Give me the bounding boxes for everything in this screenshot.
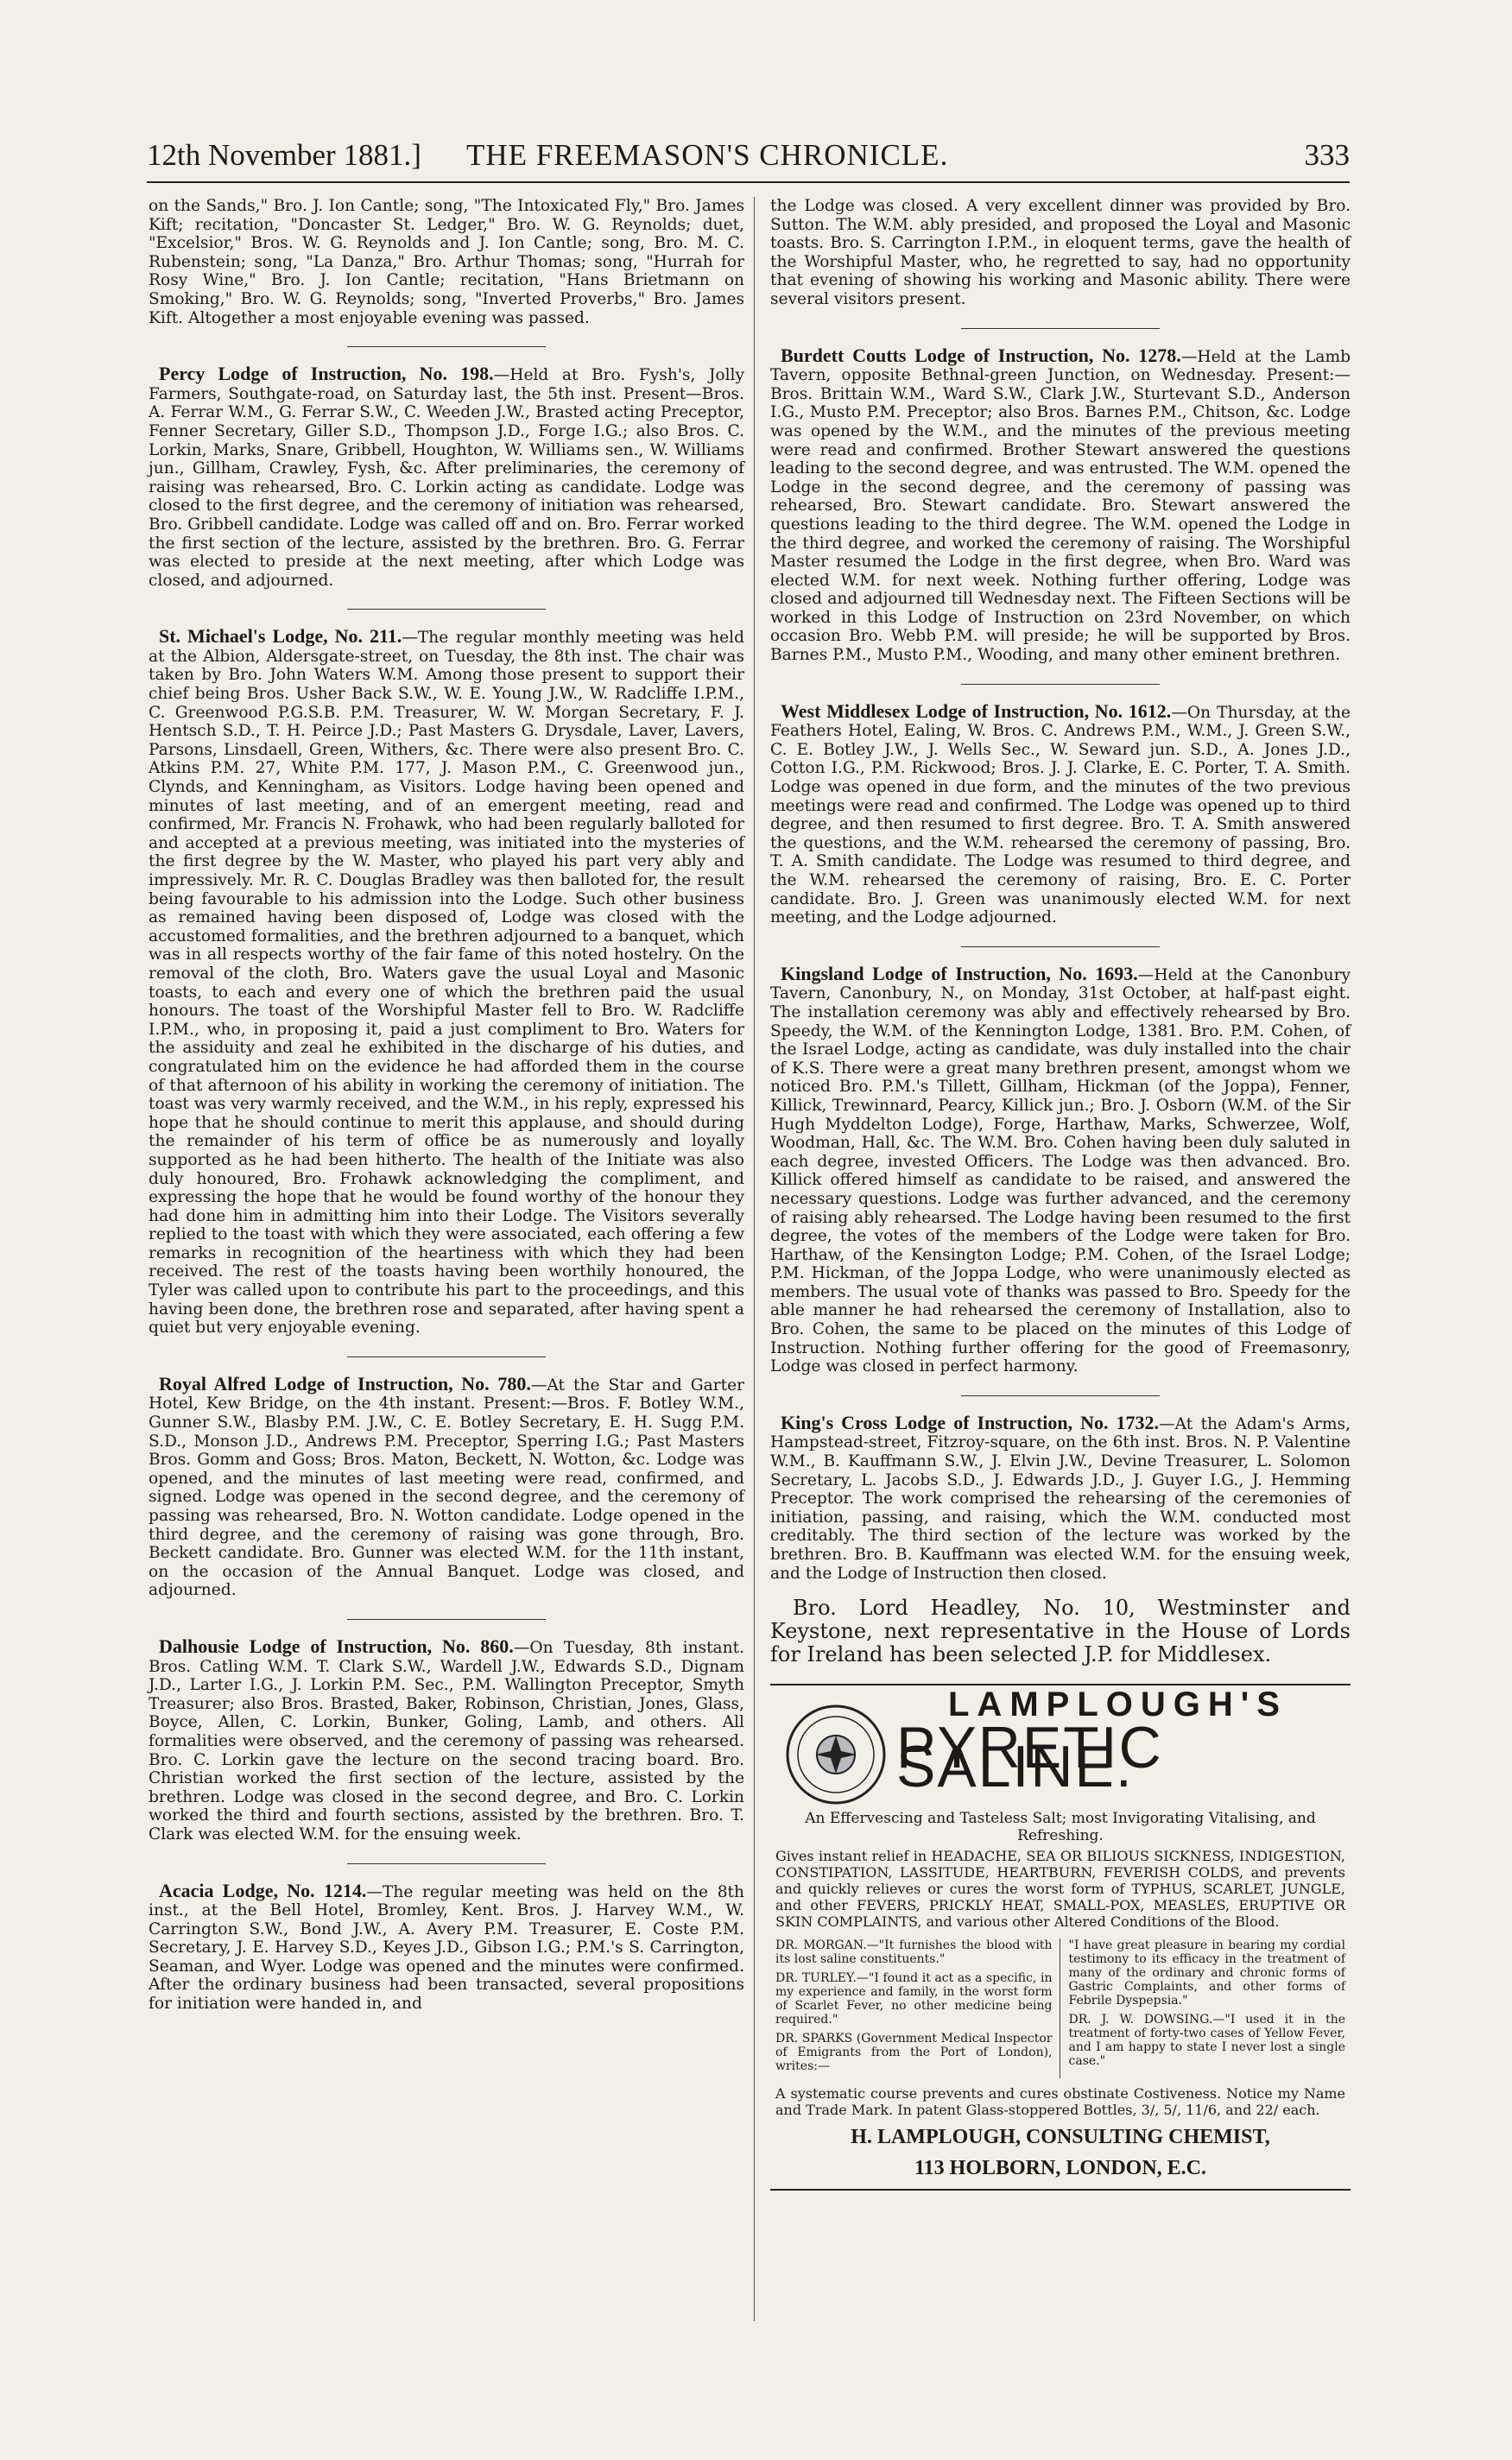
report-text: —At the Adam's Arms, Hampstead-street, Fitzroy-square, on the 6th inst. Bros. N. P. Valentine W.M., B. Kauffmann S.W., J. Elvin J.W., Devine Treasurer, L. Solomon Secretary, L. Jacobs S.D., J. Edwards J.D., J. Guyer I.G., J. Hemming Preceptor. The work comprised the rehearsing of the ceremonies of initiation, passing, and raising, which the W.M. conducted most creditably. The third section of the lecture was worked by the brethren. Bro. B. Kauffmann was elected W.M. for the ensuing week, and the Lodge of Instruction then closed. xyxy=(770,1414,1351,1583)
report-text: —Held at Bro. Fysh's, Jolly Farmers, Southgate-road, on Saturday last, the 5th inst. Present—Bros. A. Ferrar W.M., G. Ferrar S.W., C. Weeden J.W., Brasted acting Preceptor, Fenner Secretary, Giller S.D., Thompson J.D., Forge I.G.; also Bros. C. Lorkin, Marks, Snare, Gribbell, Houghton, W. Williams sen., W. Williams jun., Gillham, Crawley, Fysh, &c. After preliminaries, the ceremony of raising was rehearsed, Bro. C. Lorkin acting as candidate. Lodge was closed to the first degree, and the ceremony of initiation was rehearsed, Bro. Gribbell candidate. Lodge was called off and on. Bro. Ferrar worked the first section of the lecture, assisted by the brethren. Bro. G. Ferrar was elected to preside at the next meeting, after which Lodge was closed, and adjourned. xyxy=(149,366,744,590)
testimonials-left xyxy=(775,1938,1060,2078)
article-separator xyxy=(347,1356,546,1357)
article-separator xyxy=(961,946,1160,947)
advert-banner xyxy=(775,1685,1345,1810)
report-text: —On Thursday, at the Feathers Hotel, Ealing, W. Bros. C. Andrews P.M., W.M., J. Green S.W., C. E. Botley J.W., J. Wells Sec., W. Seward jun. S.D., A. Jones J.D., Cotton I.G., P.M. Rickwood; Bros. J. J. Clarke, E. C. Porter, T. A. Smith. Lodge was opened in due form, and the minutes of the two previous meetings were read and confirmed. The Lodge was opened up to third degree, and then resumed to first degree. Bro. T. A. Smith answered the questions, and the W.M. rehearsed the ceremony of passing, Bro. T. A. Smith candidate. The Lodge was resumed to third degree, and the W.M. rehearsed the ceremony of raising, Bro. E. C. Porter candidate. Bro. J. Green was unanimously elected W.M. for next meeting, and the Lodge adjourned. xyxy=(770,703,1351,927)
lodge-report xyxy=(770,346,1351,665)
report-heading: Dalhousie Lodge of Instruction, No. 860. xyxy=(159,1635,514,1657)
report-heading: West Middlesex Lodge of Instruction, No. 1612. xyxy=(781,699,1172,722)
issue-date: 12th November 1881.] xyxy=(147,138,421,172)
lodge-report xyxy=(149,627,744,1338)
article-separator xyxy=(347,1619,546,1620)
lodge-report xyxy=(770,1413,1351,1583)
lodge-report xyxy=(770,964,1351,1376)
report-heading: King's Cross Lodge of Instruction, No. 1732. xyxy=(781,1411,1160,1433)
article-separator xyxy=(347,609,546,610)
continued-text: on the Sands," Bro. J. Ion Cantle; song, "The Intoxicated Fly," Bro. James Kift; recitation, "Doncaster St. Ledger," Bro. W. G. Reynolds; duet, "Excelsior," Bros. W. G. Reynolds and J. Ion Cantle; song, Bro. M. C. Rubenstein; song, "La Danza," Bro. Arthur Thomas; song, "Hurrah for Rosy Wine," Bro. J. Ion Cantle; recitation, "Hans Brietmann on Smoking," Bro. W. G. Reynolds; song, "Inverted Proverbs," Bro. James Kift. Altogether a most enjoyable evening was passed. xyxy=(149,197,744,327)
report-heading: Kingsland Lodge of Instruction, No. 1693. xyxy=(781,962,1138,984)
testimonial: DR. TURLEY.—"I found it act as a specific, in my experience and family, in the worst form of Scarlet Fever, no other medicine being required." xyxy=(775,1971,1053,2027)
report-heading: Percy Lodge of Instruction, No. 198. xyxy=(159,363,494,385)
advert-chemist: H. LAMPLOUGH, CONSULTING CHEMIST, xyxy=(851,2126,1270,2149)
page-number: 333 xyxy=(1304,138,1350,172)
advert-footer: A systematic course prevents and cures obstinate Costiveness. Notice my Name and Trade Mark. In patent Glass-stoppered Bottles, 3/, 5/, 11/6, and 22/ each. xyxy=(775,2085,1345,2119)
publication-title: THE FREEMASON'S CHRONICLE. xyxy=(466,138,949,172)
testimonial: DR. MORGAN.—"It furnishes the blood with its lost saline constituents." xyxy=(775,1938,1053,1967)
article-separator xyxy=(961,1395,1160,1396)
report-heading: Burdett Coutts Lodge of Instruction, No. 1278. xyxy=(781,344,1181,366)
lodge-report xyxy=(149,364,744,590)
report-heading: Royal Alfred Lodge of Instruction, No. 780. xyxy=(159,1372,531,1394)
trade-mark-seal-icon xyxy=(784,1703,888,1806)
advert-tagline: An Effervescing and Tasteless Salt; most Invigorating Vitalising, and Refreshing. xyxy=(805,1810,1316,1845)
advert-brand: LAMPLOUGH'S xyxy=(948,1685,1287,1724)
article-separator xyxy=(347,1863,546,1864)
report-text: —Held at the Lamb Tavern, opposite Bethnal-green Junction, on Wednesday. Present:—Bros. Brittain W.M., Ward S.W., Clark J.W., Sturtevant S.D., Anderson I.G., Musto P.M. Preceptor; also Bros. Barnes P.M., Chitson, &c. Lodge was opened by the W.M., and the minutes of the previous meeting were read and confirmed. Brother Stewart answered the questions leading to the second degree, and was entrusted. The W.M. opened the Lodge in the second degree, and the ceremony of passing was rehearsed, Bro. Stewart candidate. Bro. Stewart answered the questions leading to the third degree. The W.M. opened the Lodge in the third degree, and worked the ceremony of raising. The Worshipful Master resumed the Lodge in the first degree, when Bro. Ward was elected W.M. for next week. Nothing further offering, Lodge was closed and adjourned till Wednesday next. The Fifteen Sections will be worked in this Lodge of Instruction on 23rd November, on which occasion Bro. Webb P.M. will preside; he will be supported by Bros. Barnes P.M., Musto P.M., Wooding, and many other eminent brethren. xyxy=(770,347,1351,665)
report-text: —The regular monthly meeting was held at the Albion, Aldersgate-street, on Tuesday, the 8th inst. The chair was taken by Bro. John Waters W.M. Among those present to support their chief being Bros. Usher Back S.W., W. E. Young J.W., W. Radcliffe I.P.M., C. Greenwood P.G.S.B. P.M. Treasurer, W. W. Morgan Secretary, F. J. Hentsch S.D., T. H. Peirce J.D.; Past Masters G. Drysdale, Laver, Lavers, Parsons, Linsdaell, Green, Withers, &c. There were also present Bro. C. Atkins P.M. 27, White P.M. 177, J. Mason P.M., C. Greenwood jun., Clynds, and Kenningham, as Visitors. Lodge having been opened and minutes of last meeting, and of an emergent meeting, read and confirmed, Mr. Francis N. Frohawk, who had been regularly balloted for and accepted at a previous meeting, was initiated into the mysteries of the first degree by the W. Master, who played his part very ably and impressively. Mr. R. C. Douglas Bradley was then balloted for, the result being favourable to his admission into the Lodge. Such other business as remained having been disposed of, Lodge was closed with the accustomed formalities, and the brethren adjourned to a banquet, which was in all respects worthy of the fair fame of this noted hostelry. On the removal of the cloth, Bro. Waters gave the usual Loyal and Masonic toasts, to each and every one of which the brethren paid the usual honours. The toast of the Worshipful Master fell to Bro. W. Radcliffe I.P.M., who, in proposing it, paid a just compliment to Bro. Waters for the assiduity and zeal he exhibited in the discharge of his duties, and congratulated him on the evidence he had afforded them in the course of that afternoon of his ability in working the ceremony of initiation. The toast was very warmly received, and the W.M., in his reply, expressed his hope that he should continue to merit this applause, and should during the remainder of his term of office be as numerously and loyally supported as he had been hitherto. The health of the Initiate was also duly honoured, Bro. Frohawk acknowledging the compliment, and expressing the hope that he would be found worthy of the honour they had done him in admitting him into their Lodge. The Visitors severally replied to the toast with which they were associated, each offering a few remarks in recognition of the heartiness with which they had been received. The rest of the toasts having been worthily honoured, the Tyler was called upon to contribute his part to the proceedings, and this having been done, the brethren rose and separated, after having spent a quiet but very enjoyable evening. xyxy=(149,629,744,1338)
testimonial: DR. SPARKS (Government Medical Inspector of Emigrants from the Port of London), writes:— xyxy=(775,2032,1053,2074)
column-divider xyxy=(754,197,755,2321)
testimonials xyxy=(775,1938,1345,2078)
advertisement xyxy=(770,1684,1351,2191)
continued-text: the Lodge was closed. A very excellent dinner was provided by Bro. Sutton. The W.M. ably presided, and proposed the Loyal and Masonic toasts. Bro. S. Carrington I.P.M., in eloquent terms, gave the health of the Worshipful Master, who, he regretted to say, had no opportunity that evening of showing his working and Masonic ability. There were several visitors present. xyxy=(770,197,1351,308)
testimonial: "I have great pleasure in bearing my cordial testimony to its efficacy in the treatment of many of the ordinary and chronic forms of Gastric Complaints, and other forms of Febrile Dyspepsia." xyxy=(1068,1938,1345,2008)
testimonial: DR. J. W. DOWSING.—"I used it in the treatment of forty-two cases of Yellow Fever, and I am happy to state I never lost a single case." xyxy=(1068,2013,1345,2069)
report-heading: St. Michael's Lodge, No. 211. xyxy=(159,625,402,648)
report-text: —Held at the Canonbury Tavern, Canonbury, N., on Monday, 31st October, at half-past eight. The installation ceremony was ably and effectively rehearsed by Bro. Speedy, the W.M. of the Kennington Lodge, 1381. Bro. P.M. Cohen, of the Israel Lodge, acting as candidate, was duly installed into the chair of K.S. There were a great many brethren present, amongst whom we noticed Bro. P.M.'s Tillett, Gillham, Hickman (of the Joppa), Fenner, Killick, Trewinnard, Pearcy, Killick jun.; Bro. J. Osborn (W.M. of the Sir Hugh Myddelton Lodge), Forge, Harthaw, Marks, Schwerzee, Wolf, Woodman, Hall, &c. The W.M. Bro. Cohen having been duly saluted in each degree, invested Officers. The Lodge was then advanced. Bro. Killick offered himself as candidate to be raised, and answered the necessary questions. Lodge was further advanced, and the ceremony of raising ably rehearsed. The Lodge having been resumed to the first degree, the votes of the members of the Lodge were taken for Bro. Harthaw, of the Kensington Lodge; P.M. Cohen, of the Israel Lodge; P.M. Hickman, of the Joppa Lodge, who were unanimously elected as members. The usual vote of thanks was passed to Bro. Speedy for the able manner he had rehearsed the ceremony of Installation, also to Bro. Cohen, the same to be placed on the minutes of this Lodge of Instruction. Nothing further offering for the good of Freemasonry, Lodge was closed in perfect harmony. xyxy=(770,965,1351,1376)
right-column xyxy=(770,197,1351,2191)
personal-notice: Bro. Lord Headley, No. 10, Westminster and Keystone, next representative in the House of Lords for Ireland has been selected J.P. for Middlesex. xyxy=(770,1596,1351,1667)
left-column xyxy=(149,197,744,2014)
lodge-report xyxy=(149,1881,744,2014)
report-heading: Acacia Lodge, No. 1214. xyxy=(159,1879,367,1901)
report-text: —At the Star and Garter Hotel, Kew Bridge, on the 4th instant. Present:—Bros. F. Botley W.M., Gunner S.W., Blasby P.M. J.W., C. E. Botley Secretary, E. H. Sugg P.M. S.D., Monson J.D., Andrews P.M. Preceptor, Sperring I.G.; Past Masters Bros. Gomm and Goss; Bros. Maton, Beckett, N. Wotton, &c. Lodge was opened, and the minutes of last meeting were read, confirmed, and signed. Lodge was opened in the second degree, and the ceremony of passing was rehearsed, Bro. N. Wotton candidate. Lodge opened in the third degree, and the ceremony of raising was gone through, Bro. Beckett candidate. Bro. Gunner was elected W.M. for the 11th instant, on the occasion of the Annual Banquet. Lodge was closed, and adjourned. xyxy=(149,1375,744,1600)
testimonials-right xyxy=(1069,1938,1346,2078)
advert-body: Gives instant relief in HEADACHE, SEA OR BILIOUS SICKNESS, INDIGESTION, CONSTIPATION, LASSITUDE, HEARTBURN, FEVERISH COLDS, and prevents and quickly relieves or cures the worst form of TYPHUS, SCARLET, JUNGLE, and other FEVERS, PRICKLY HEAT, SMALL-POX, MEASLES, ERUPTIVE OR SKIN COMPLAINTS, and various other Altered Conditions of the Blood. xyxy=(775,1848,1345,1931)
lodge-report xyxy=(770,699,1351,927)
lodge-report xyxy=(149,1372,744,1600)
report-text: —The regular meeting was held on the 8th inst., at the Bell Hotel, Bromley, Kent. Bros. J. Harvey W.M., W. Carrington S.W., Bond J.W., A. Avery P.M. Treasurer, E. Coste P.M. Secretary, J. E. Harvey S.D., Keyes J.D., Gibson I.G.; P.M.'s S. Carrington, Seaman, and Wyer. Lodge was opened and the minutes were confirmed. After the ordinary business had been transacted, several propositions for initiation were handed in, and xyxy=(149,1882,744,2014)
article-separator xyxy=(347,346,546,347)
article-separator xyxy=(961,328,1160,329)
lodge-report xyxy=(149,1637,744,1844)
article-separator xyxy=(961,684,1160,685)
running-header xyxy=(147,130,1350,183)
advert-address: 113 HOLBORN, LONDON, E.C. xyxy=(914,2157,1207,2180)
report-text: —On Tuesday, 8th instant. Bros. Catling W.M. T. Clark S.W., Wardell J.W., Edwards S.D., Dignam J.D., Larter I.G., J. Lorkin P.M. Sec., P.M. Wallington Preceptor, Smyth Treasurer; also Bros. Brasted, Baker, Robinson, Christian, Jones, Glass, Boyce, Allen, C. Lorkin, Bunker, Goling, Lamb, and others. All formalities were observed, and the ceremony of passing was rehearsed. Bro. C. Lorkin gave the lecture on the second tracing board. Bro. Christian worked the first section of the lecture, assisted by the brethren. Lodge was closed in the second degree, and Bro. C. Lorkin worked the third and fourth sections, assisted by the brethren. Bro. T. Clark was elected W.M. for the ensuing week. xyxy=(149,1638,744,1843)
advert-product: PYRETIC SALINE. xyxy=(896,1715,1163,1799)
